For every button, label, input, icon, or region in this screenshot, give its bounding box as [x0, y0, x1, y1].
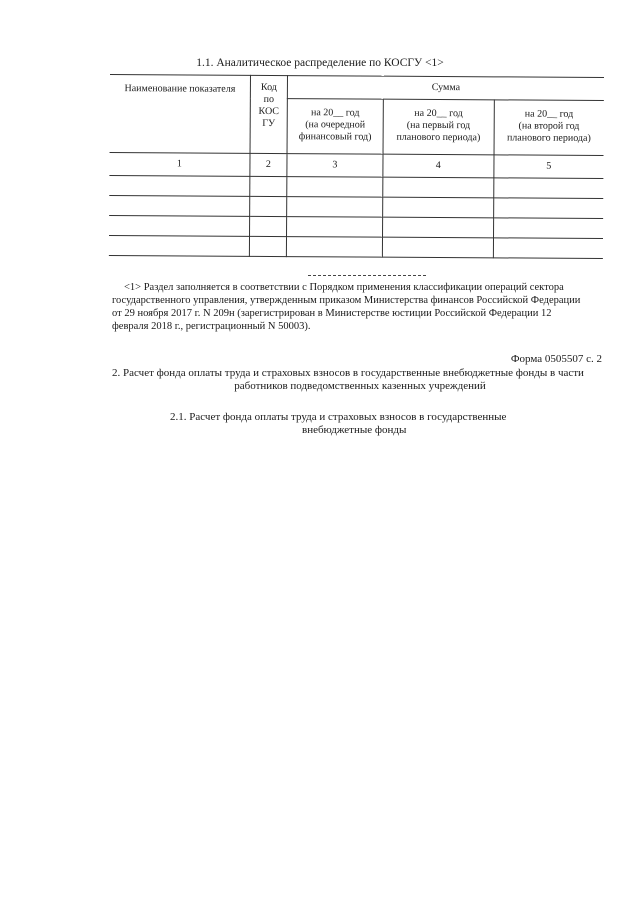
header-year-line: на 20__ год	[310, 107, 360, 119]
column-number: 1	[109, 152, 250, 176]
table-cell	[109, 215, 250, 236]
header-year-second-plan	[494, 100, 604, 156]
column-number: 4	[383, 154, 494, 178]
table-cell	[250, 176, 287, 196]
header-year-line: (на второй год	[518, 120, 580, 132]
footnote-line: февраля 2018 г., регистрационный N 50003).	[112, 321, 311, 332]
column-number-row	[109, 152, 603, 178]
table-cell	[109, 235, 250, 256]
table-cell	[493, 238, 603, 259]
table-cell	[493, 198, 603, 219]
table-cell	[250, 216, 287, 236]
footnote-line: государственного управления, утвержденным приказом Министерства финансов Российской Федерации	[112, 295, 581, 306]
header-year-line: на 20__ год	[414, 107, 463, 120]
section-title-line: 2. Расчет фонда оплаты труда и страховых взносов в государственные внебюджетные фонды в части	[112, 367, 584, 379]
header-indicator-name: Наименование показателя	[110, 74, 251, 153]
table-cell	[493, 218, 603, 239]
header-code-line: ГУ	[262, 117, 276, 130]
table-cell	[249, 236, 286, 256]
column-number: 5	[493, 155, 603, 179]
header-code-line: по	[263, 93, 275, 106]
header-code-line: Код	[260, 81, 277, 94]
footnote-separator	[308, 275, 426, 276]
header-year-line: (на первый год	[406, 119, 471, 132]
table-row	[109, 235, 603, 258]
header-year-line: финансовый год)	[298, 131, 372, 143]
header-year-line: планового периода)	[396, 131, 481, 144]
header-code-line: КОС	[258, 105, 280, 118]
footnote	[112, 281, 608, 333]
header-sum: Сумма	[287, 76, 604, 101]
table-cell	[286, 237, 382, 258]
column-number: 3	[287, 154, 383, 178]
section-title-2-1	[112, 411, 608, 437]
table-cell	[109, 195, 250, 216]
section-title-line: внебюджетные фонды	[302, 424, 407, 436]
table-cell	[383, 217, 494, 238]
table-cell	[287, 197, 383, 218]
table-cell	[287, 217, 383, 238]
table-cell	[109, 175, 250, 196]
header-year-line: на 20__ год	[524, 108, 574, 120]
header-year-current	[287, 99, 383, 155]
header-year-first-plan	[383, 99, 494, 155]
header-year-line: планового периода)	[506, 132, 591, 144]
kosgu-distribution-table	[109, 74, 604, 259]
footnote-line: <1> Раздел заполняется в соответствии с Порядком применения классификации операций сектора	[124, 282, 564, 293]
header-kosgu-code	[250, 75, 287, 153]
form-number: Форма 0505507 с. 2	[510, 353, 602, 365]
section-title-line: работников подведомственных казенных учреждений	[234, 380, 486, 392]
table-cell	[383, 177, 494, 198]
column-number: 2	[250, 153, 287, 176]
table-cell	[382, 237, 493, 258]
footnote-line: от 29 ноября 2017 г. N 209н (зарегистрирован в Министерстве юстиции Российской Федерации 12	[112, 308, 552, 319]
table-cell	[287, 177, 383, 198]
section-title-1-1: 1.1. Аналитическое распределение по КОСГУ <1>	[196, 57, 444, 69]
table-cell	[250, 196, 287, 216]
table-cell	[383, 197, 494, 218]
section-title-line: 2.1. Расчет фонда оплаты труда и страховых взносов в государственные	[170, 411, 507, 423]
table-cell	[493, 178, 603, 199]
header-year-line: (на очередной	[305, 119, 366, 131]
section-title-2	[112, 367, 608, 393]
